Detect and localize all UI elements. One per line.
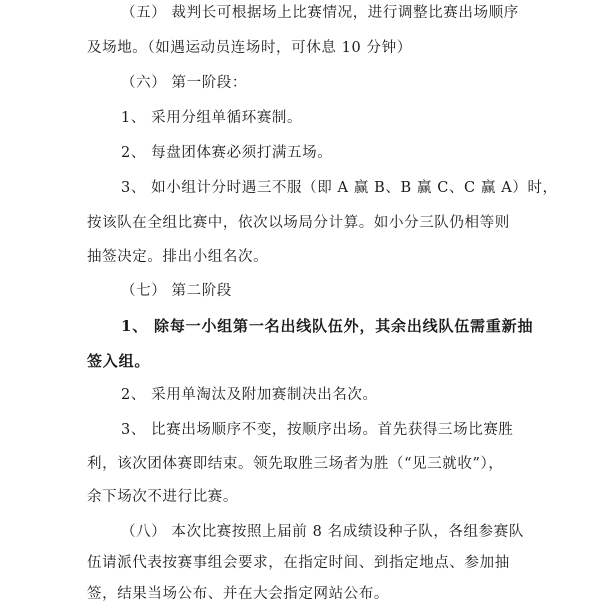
- section-six-item-2: 2、 每盘团体赛必须打满五场。: [121, 145, 333, 161]
- section-seven-item-2: 2、 采用单淘汰及附加赛制决出名次。: [121, 387, 378, 403]
- section-eight-line-3: 签，结果当场公布、并在大会指定网站公布。: [87, 586, 389, 602]
- section-six-item-3-cont-1: 按该队在全组比赛中，依次以场局分计算。如小分三队仍相等则: [87, 215, 510, 231]
- section-six-item-3-cont-2: 抽签决定。排出小组名次。: [87, 249, 269, 265]
- section-five-line-1: （五） 裁判长可根据场上比赛情况，进行调整比赛出场顺序: [121, 5, 519, 21]
- section-seven-heading: （七） 第二阶段: [121, 283, 232, 299]
- section-five-line-2: 及场地。（如遇运动员连场时，可休息 10 分钟）: [87, 40, 412, 56]
- section-seven-item-1: 1、 除每一小组第一名出线队伍外，其余出线队伍需重新抽: [121, 317, 534, 335]
- section-eight-line-1: （八） 本次比赛按照上届前 8 名成绩设种子队，各组参赛队: [121, 524, 524, 540]
- section-seven-item-3: 3、 比赛出场顺序不变，按顺序出场。首先获得三场比赛胜: [121, 422, 514, 438]
- section-seven-item-3-cont-1: 利，该次团体赛即结束。领先取胜三场者为胜（“见三就收”），: [87, 456, 504, 472]
- section-six-heading: （六） 第一阶段：: [121, 75, 248, 91]
- section-six-item-3: 3、 如小组计分时遇三不服（即 A 赢 B、B 赢 C、C 赢 A）时，: [121, 180, 558, 196]
- section-seven-item-3-cont-2: 余下场次不进行比赛。: [87, 489, 238, 505]
- section-eight-line-2: 伍请派代表按赛事组会要求，在指定时间、到指定地点、参加抽: [87, 555, 510, 571]
- section-six-item-1: 1、 采用分组单循环赛制。: [121, 110, 303, 126]
- section-seven-item-1-cont: 签入组。: [87, 352, 151, 370]
